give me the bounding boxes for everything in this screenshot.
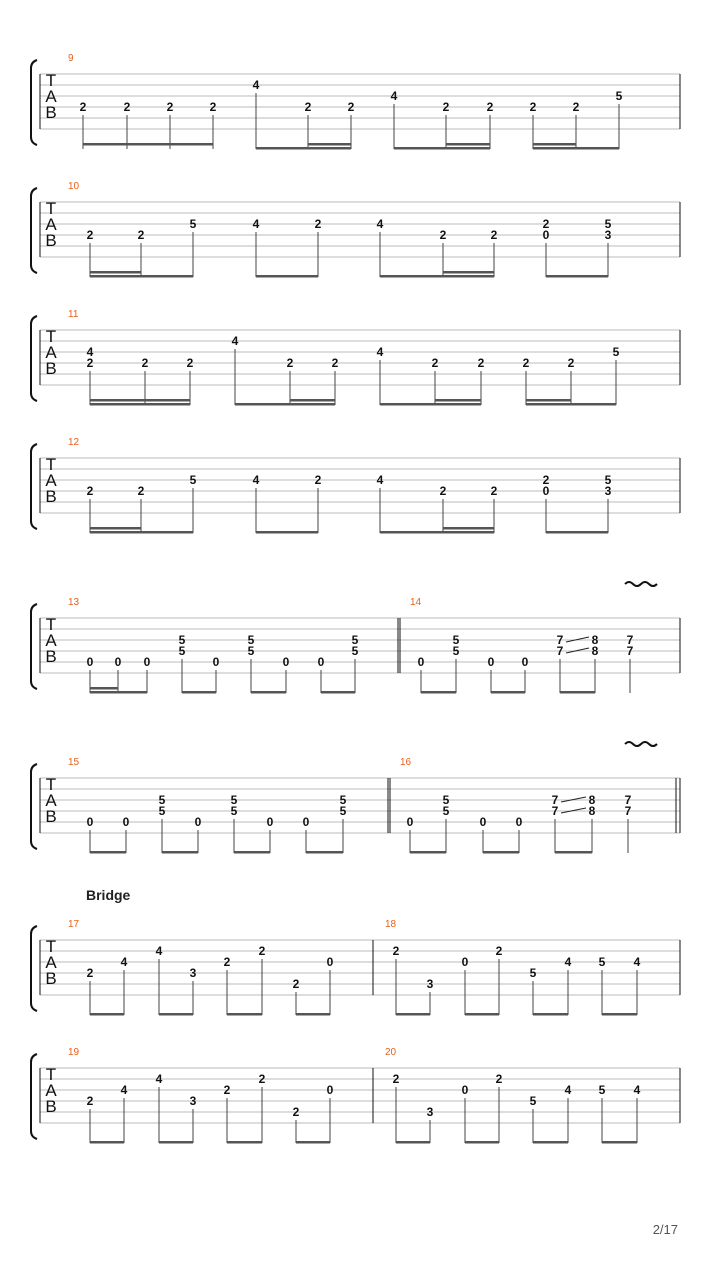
- fret-number: 2: [495, 944, 503, 958]
- fret-number: 2: [490, 484, 498, 498]
- note-beam: [321, 691, 355, 694]
- fret-number: 5: [604, 473, 612, 487]
- note-beam: [90, 531, 193, 534]
- fret-number: 0: [461, 1083, 469, 1097]
- fret-number: 5: [178, 644, 186, 658]
- note-beam: [560, 691, 595, 694]
- note-beam: [396, 1141, 430, 1144]
- note-beam: [90, 1141, 124, 1144]
- fret-number: 4: [231, 334, 239, 348]
- note-beam: [483, 851, 519, 854]
- fret-number: 5: [189, 217, 197, 231]
- fret-number: 4: [155, 944, 163, 958]
- fret-number: 5: [452, 644, 460, 658]
- note-beam: [380, 275, 494, 278]
- note-beam: [526, 399, 571, 402]
- note-beam: [90, 1013, 124, 1016]
- system-bracket: [31, 764, 37, 849]
- tab-clef-letter: T: [45, 327, 57, 346]
- fret-number: 0: [326, 1083, 334, 1097]
- fret-number: 5: [247, 644, 255, 658]
- fret-number: 2: [442, 100, 450, 114]
- note-beam: [90, 399, 190, 402]
- tab-clef-letter: B: [45, 359, 57, 378]
- note-beam: [602, 1141, 637, 1144]
- fret-number: 5: [158, 804, 166, 818]
- system-bracket: [31, 604, 37, 689]
- vibrato-icon: [625, 582, 657, 586]
- system-bracket: [31, 1054, 37, 1139]
- fret-number: 5: [339, 804, 347, 818]
- fret-number: 4: [376, 217, 384, 231]
- fret-number: 4: [390, 89, 398, 103]
- fret-number: 5: [442, 793, 450, 807]
- fret-number: 5: [598, 1083, 606, 1097]
- tab-clef-letter: B: [45, 1097, 57, 1116]
- note-beam: [410, 851, 446, 854]
- measure-number: 20: [385, 1047, 397, 1058]
- fret-number: 2: [331, 356, 339, 370]
- note-beam: [533, 147, 619, 150]
- tab-clef-letter: A: [45, 1081, 57, 1100]
- fret-number: 2: [495, 1072, 503, 1086]
- fret-number: 2: [477, 356, 485, 370]
- measure-number: 15: [68, 757, 80, 768]
- system-bracket: [31, 926, 37, 1011]
- fret-number: 0: [143, 655, 151, 669]
- fret-number: 4: [633, 1083, 641, 1097]
- tab-clef-letter: T: [45, 199, 57, 218]
- fret-number: 4: [376, 473, 384, 487]
- fret-number: 4: [120, 955, 128, 969]
- fret-number: 2: [186, 356, 194, 370]
- fret-number: 7: [626, 644, 634, 658]
- note-beam: [227, 1013, 262, 1016]
- measure-number: 9: [68, 53, 74, 64]
- fret-number: 8: [591, 644, 599, 658]
- measure-number: 12: [68, 437, 80, 448]
- note-beam: [182, 691, 216, 694]
- fret-number: 5: [612, 345, 620, 359]
- fret-number: 7: [556, 644, 564, 658]
- fret-number: 0: [417, 655, 425, 669]
- note-beam: [90, 687, 118, 690]
- note-beam: [90, 851, 126, 854]
- fret-number: 2: [486, 100, 494, 114]
- tab-clef-letter: A: [45, 343, 57, 362]
- fret-number: 0: [302, 815, 310, 829]
- fret-number: 2: [223, 1083, 231, 1097]
- page-number: 2/17: [652, 1222, 678, 1237]
- tab-clef-letter: T: [45, 775, 57, 794]
- fret-number: 5: [452, 633, 460, 647]
- fret-number: 2: [431, 356, 439, 370]
- fret-number: 0: [114, 655, 122, 669]
- fret-number: 2: [137, 228, 145, 242]
- fret-number: 2: [529, 100, 537, 114]
- fret-number: 2: [304, 100, 312, 114]
- fret-number: 4: [155, 1072, 163, 1086]
- fret-number: 4: [120, 1083, 128, 1097]
- fret-number: 3: [189, 966, 197, 980]
- note-beam: [555, 851, 592, 854]
- fret-number: 3: [604, 484, 612, 498]
- fret-number: 5: [351, 644, 359, 658]
- note-beam: [306, 851, 343, 854]
- fret-number: 0: [212, 655, 220, 669]
- fret-number: 2: [542, 473, 550, 487]
- tab-clef-letter: A: [45, 953, 57, 972]
- fret-number: 7: [624, 804, 632, 818]
- fret-number: 0: [266, 815, 274, 829]
- fret-number: 2: [258, 944, 266, 958]
- note-beam: [533, 1141, 568, 1144]
- fret-number: 3: [189, 1094, 197, 1108]
- fret-number: 0: [515, 815, 523, 829]
- fret-number: 0: [326, 955, 334, 969]
- fret-number: 2: [490, 228, 498, 242]
- fret-number: 0: [317, 655, 325, 669]
- fret-number: 2: [258, 1072, 266, 1086]
- fret-number: 0: [521, 655, 529, 669]
- measure-number: 18: [385, 919, 397, 930]
- tab-clef-letter: B: [45, 969, 57, 988]
- fret-number: 0: [542, 484, 550, 498]
- fret-number: 7: [556, 633, 564, 647]
- fret-number: 5: [604, 217, 612, 231]
- fret-number: 8: [588, 793, 596, 807]
- note-beam: [83, 143, 213, 146]
- tab-clef-letter: T: [45, 1065, 57, 1084]
- note-beam: [602, 1013, 637, 1016]
- section-label: Bridge: [86, 887, 131, 903]
- note-beam: [308, 143, 351, 146]
- fret-number: 0: [461, 955, 469, 969]
- fret-number: 4: [252, 217, 260, 231]
- fret-number: 5: [529, 966, 537, 980]
- measure-number: 11: [68, 309, 79, 320]
- fret-number: 4: [252, 473, 260, 487]
- note-beam: [465, 1013, 499, 1016]
- fret-number: 2: [572, 100, 580, 114]
- note-beam: [435, 399, 481, 402]
- fret-number: 0: [479, 815, 487, 829]
- fret-number: 0: [86, 815, 94, 829]
- fret-number: 7: [551, 793, 559, 807]
- measure-number: 13: [68, 597, 80, 608]
- note-beam: [465, 1141, 499, 1144]
- note-beam: [159, 1013, 193, 1016]
- fret-number: 5: [615, 89, 623, 103]
- fret-number: 7: [551, 804, 559, 818]
- fret-number: 2: [439, 484, 447, 498]
- note-beam: [421, 691, 456, 694]
- fret-number: 5: [189, 473, 197, 487]
- fret-number: 4: [86, 345, 94, 359]
- fret-number: 2: [292, 977, 300, 991]
- fret-number: 0: [122, 815, 130, 829]
- fret-number: 8: [591, 633, 599, 647]
- note-beam: [533, 143, 576, 146]
- fret-number: 0: [542, 228, 550, 242]
- measure-number: 16: [400, 757, 412, 768]
- note-beam: [290, 399, 335, 402]
- tab-clef-letter: T: [45, 71, 57, 90]
- fret-number: 4: [564, 955, 572, 969]
- note-beam: [234, 851, 270, 854]
- note-beam: [90, 403, 190, 406]
- note-beam: [90, 275, 193, 278]
- tab-clef-letter: T: [45, 615, 57, 634]
- note-beam: [446, 143, 490, 146]
- fret-number: 5: [230, 793, 238, 807]
- fret-number: 2: [137, 484, 145, 498]
- tab-clef-letter: A: [45, 791, 57, 810]
- note-beam: [396, 1013, 430, 1016]
- fret-number: 3: [604, 228, 612, 242]
- fret-number: 8: [588, 804, 596, 818]
- fret-number: 2: [439, 228, 447, 242]
- fret-number: 2: [542, 217, 550, 231]
- note-beam: [296, 1141, 330, 1144]
- fret-number: 2: [86, 966, 94, 980]
- fret-number: 0: [282, 655, 290, 669]
- note-beam: [443, 527, 494, 530]
- fret-number: 0: [194, 815, 202, 829]
- note-beam: [251, 691, 286, 694]
- note-beam: [296, 1013, 330, 1016]
- note-beam: [533, 1013, 568, 1016]
- fret-number: 3: [426, 977, 434, 991]
- note-beam: [256, 147, 351, 150]
- note-beam: [546, 531, 608, 534]
- fret-number: 4: [376, 345, 384, 359]
- fret-number: 2: [86, 1094, 94, 1108]
- note-beam: [90, 691, 147, 694]
- tab-clef-letter: B: [45, 487, 57, 506]
- note-beam: [380, 531, 494, 534]
- tab-clef-letter: B: [45, 103, 57, 122]
- measure-number: 17: [68, 919, 80, 930]
- fret-number: 2: [392, 944, 400, 958]
- fret-number: 2: [86, 484, 94, 498]
- fret-number: 4: [564, 1083, 572, 1097]
- fret-number: 5: [598, 955, 606, 969]
- fret-number: 2: [223, 955, 231, 969]
- tab-clef-letter: A: [45, 471, 57, 490]
- fret-number: 2: [141, 356, 149, 370]
- fret-number: 2: [86, 356, 94, 370]
- fret-number: 2: [123, 100, 131, 114]
- note-beam: [159, 1141, 193, 1144]
- fret-number: 0: [86, 655, 94, 669]
- note-beam: [256, 531, 318, 534]
- system-bracket: [31, 444, 37, 529]
- note-beam: [162, 851, 198, 854]
- note-beam: [443, 271, 494, 274]
- fret-number: 2: [86, 228, 94, 242]
- fret-number: 4: [252, 78, 260, 92]
- measure-number: 14: [410, 597, 422, 608]
- fret-number: 5: [339, 793, 347, 807]
- vibrato-icon: [625, 742, 657, 746]
- tab-clef-letter: T: [45, 455, 57, 474]
- fret-number: 2: [166, 100, 174, 114]
- tab-clef-letter: B: [45, 647, 57, 666]
- note-beam: [235, 403, 335, 406]
- fret-number: 0: [487, 655, 495, 669]
- tab-clef-letter: B: [45, 807, 57, 826]
- tab-clef-letter: B: [45, 231, 57, 250]
- fret-number: 2: [292, 1105, 300, 1119]
- note-beam: [90, 271, 141, 274]
- tab-clef-letter: A: [45, 87, 57, 106]
- fret-number: 5: [158, 793, 166, 807]
- fret-number: 2: [314, 473, 322, 487]
- fret-number: 2: [314, 217, 322, 231]
- tab-clef-letter: T: [45, 937, 57, 956]
- tab-clef-letter: A: [45, 215, 57, 234]
- note-beam: [380, 403, 481, 406]
- fret-number: 2: [522, 356, 530, 370]
- fret-number: 5: [351, 633, 359, 647]
- fret-number: 2: [567, 356, 575, 370]
- system-bracket: [31, 188, 37, 273]
- fret-number: 3: [426, 1105, 434, 1119]
- note-beam: [394, 147, 490, 150]
- fret-number: 5: [442, 804, 450, 818]
- fret-number: 5: [230, 804, 238, 818]
- fret-number: 7: [624, 793, 632, 807]
- system-bracket: [31, 60, 37, 145]
- fret-number: 2: [79, 100, 87, 114]
- note-beam: [546, 275, 608, 278]
- fret-number: 2: [209, 100, 217, 114]
- fret-number: 5: [247, 633, 255, 647]
- fret-number: 7: [626, 633, 634, 647]
- fret-number: 5: [529, 1094, 537, 1108]
- fret-number: 4: [633, 955, 641, 969]
- note-beam: [90, 527, 141, 530]
- fret-number: 0: [406, 815, 414, 829]
- tab-clef-letter: A: [45, 631, 57, 650]
- fret-number: 5: [178, 633, 186, 647]
- note-beam: [256, 275, 318, 278]
- note-beam: [491, 691, 525, 694]
- system-bracket: [31, 316, 37, 401]
- note-beam: [526, 403, 616, 406]
- fret-number: 2: [286, 356, 294, 370]
- fret-number: 2: [347, 100, 355, 114]
- measure-number: 10: [68, 181, 80, 192]
- note-beam: [227, 1141, 262, 1144]
- fret-number: 2: [392, 1072, 400, 1086]
- measure-number: 19: [68, 1047, 80, 1058]
